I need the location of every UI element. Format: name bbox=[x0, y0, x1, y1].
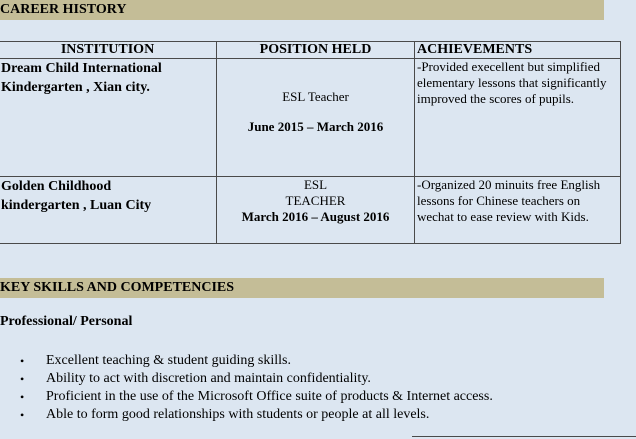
position-dates: June 2015 – March 2016 bbox=[247, 119, 384, 134]
position-cell bbox=[217, 59, 415, 177]
institution-cell bbox=[0, 177, 217, 244]
achievements-text: -Provided execellent but simplified elementary lessons that significantly improved the scores of pupils. bbox=[417, 59, 607, 106]
position-cell bbox=[217, 177, 415, 244]
skill-text: Able to form good relationships with students or people at all levels. bbox=[46, 407, 430, 422]
skills-heading: KEY SKILLS AND COMPETENCIES bbox=[0, 278, 604, 298]
bullet-icon: •⃞ bbox=[20, 372, 34, 386]
position-title: TEACHER bbox=[285, 193, 346, 208]
table-border-line bbox=[412, 436, 636, 437]
institution-cell bbox=[0, 59, 217, 177]
table-row bbox=[0, 59, 621, 177]
institution-name-line: Dream Child International bbox=[1, 61, 162, 76]
bullet-icon: •⃞ bbox=[20, 390, 34, 404]
achievements-header: ACHIEVEMENTS bbox=[415, 42, 621, 59]
position-header: POSITION HELD bbox=[217, 42, 415, 59]
skill-text: Ability to act with discretion and maintain confidentiality. bbox=[46, 371, 371, 386]
position-dates: March 2016 – August 2016 bbox=[241, 209, 390, 224]
institution-header: INSTITUTION bbox=[0, 42, 217, 59]
table-header-row bbox=[0, 42, 621, 59]
skill-text: Proficient in the use of the Microsoft Office suite of products & Internet access. bbox=[46, 389, 493, 404]
list-item bbox=[20, 352, 493, 370]
table-row bbox=[0, 177, 621, 244]
skill-text: Excellent teaching & student guiding skills. bbox=[46, 353, 291, 368]
institution-name-line: kindergarten , Luan City bbox=[1, 198, 152, 213]
achievements-text: -Organized 20 minuits free English lessons for Chinese teachers on wechat to ease review with Kids. bbox=[417, 177, 601, 224]
bullet-icon: •⃞ bbox=[20, 408, 34, 422]
institution-name-line: Golden Childhood bbox=[1, 179, 112, 194]
list-item bbox=[20, 370, 493, 388]
career-history-heading: CAREER HISTORY bbox=[0, 0, 604, 20]
list-item bbox=[20, 388, 493, 406]
position-title: ESL bbox=[303, 177, 328, 192]
career-history-table bbox=[0, 41, 621, 244]
achievements-cell bbox=[415, 177, 621, 244]
list-item bbox=[20, 406, 493, 424]
bullet-icon: •⃞ bbox=[20, 354, 34, 368]
institution-name-line: Kindergarten , Xian city. bbox=[1, 80, 150, 95]
skills-list bbox=[20, 352, 493, 424]
position-title: ESL Teacher bbox=[282, 89, 349, 104]
achievements-cell bbox=[415, 59, 621, 177]
skills-subheading: Professional/ Personal bbox=[0, 314, 133, 329]
